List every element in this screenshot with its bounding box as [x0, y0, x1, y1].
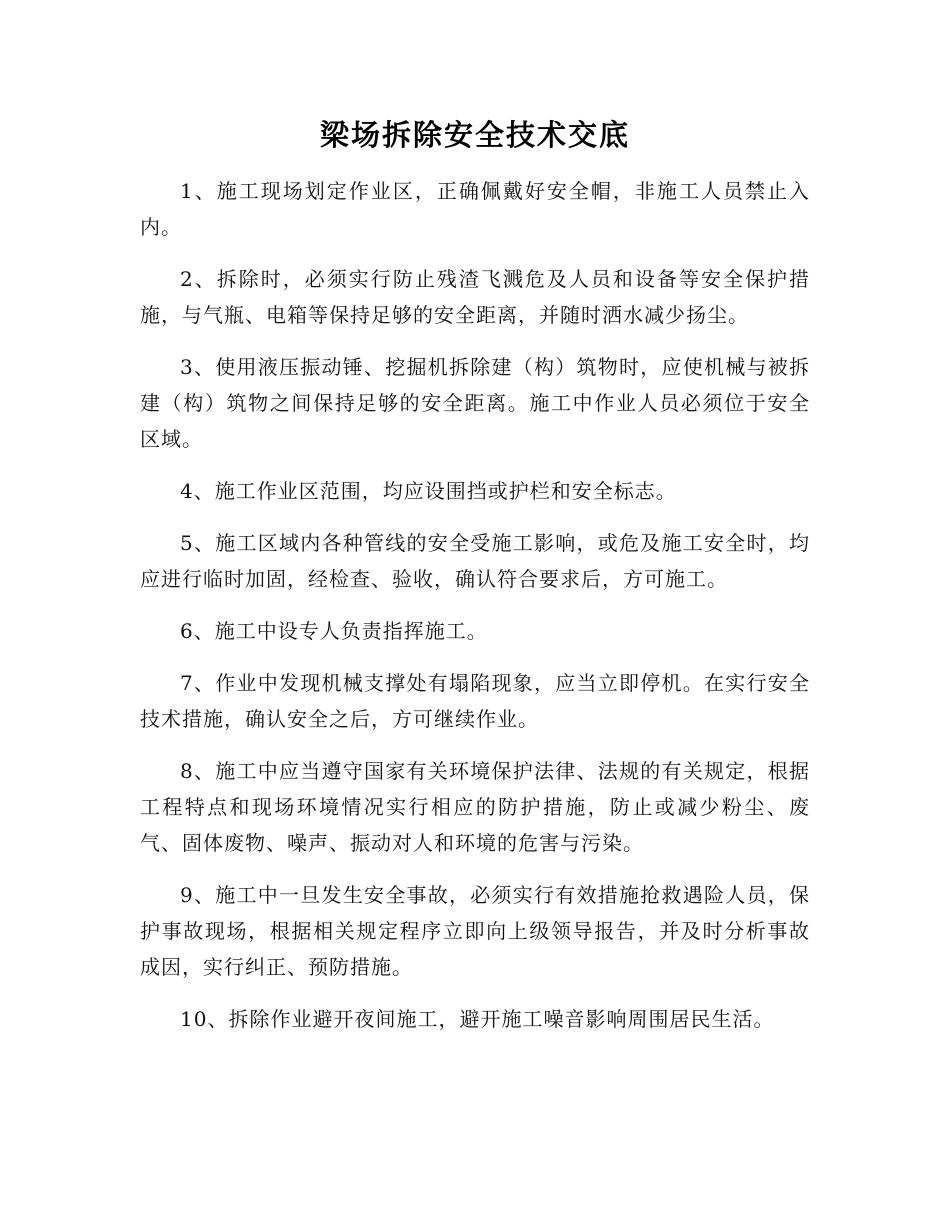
- paragraph-5: 5、施工区域内各种管线的安全受施工影响，或危及施工安全时，均应进行临时加固，经检查、验收，确认符合要求后，方可施工。: [140, 531, 810, 591]
- document-title: 梁场拆除安全技术交底: [319, 118, 630, 152]
- paragraph-4: 4、施工作业区范围，均应设围挡或护栏和安全标志。: [180, 479, 677, 503]
- paragraph-10: 10、拆除作业避开夜间施工，避开施工噪音影响周围居民生活。: [180, 1007, 775, 1031]
- paragraph-8: 8、施工中应当遵守国家有关环境保护法律、法规的有关规定，根据工程特点和现场环境情况实行相应的防护措施，防止或减少粉尘、废气、固体废物、噪声、振动对人和环境的危害与污染。: [140, 759, 810, 855]
- paragraph-1: 1、施工现场划定作业区，正确佩戴好安全帽，非施工人员禁止入内。: [140, 179, 810, 239]
- paragraph-9: 9、施工中一旦发生安全事故，必须实行有效措施抢救遇险人员，保护事故现场，根据相关规定程序立即向上级领导报告，并及时分析事故成因，实行纠正、预防措施。: [140, 883, 810, 979]
- paragraph-2: 2、拆除时，必须实行防止残渣飞溅危及人员和设备等安全保护措施，与气瓶、电箱等保持足够的安全距离，并随时洒水减少扬尘。: [140, 267, 810, 327]
- paragraph-7: 7、作业中发现机械支撑处有塌陷现象，应当立即停机。在实行安全技术措施，确认安全之后，方可继续作业。: [140, 671, 810, 731]
- paragraph-6: 6、施工中设专人负责指挥施工。: [180, 619, 488, 643]
- paragraph-3: 3、使用液压振动锤、挖掘机拆除建（构）筑物时，应使机械与被拆建（构）筑物之间保持足够的安全距离。施工中作业人员必须位于安全区域。: [140, 355, 810, 451]
